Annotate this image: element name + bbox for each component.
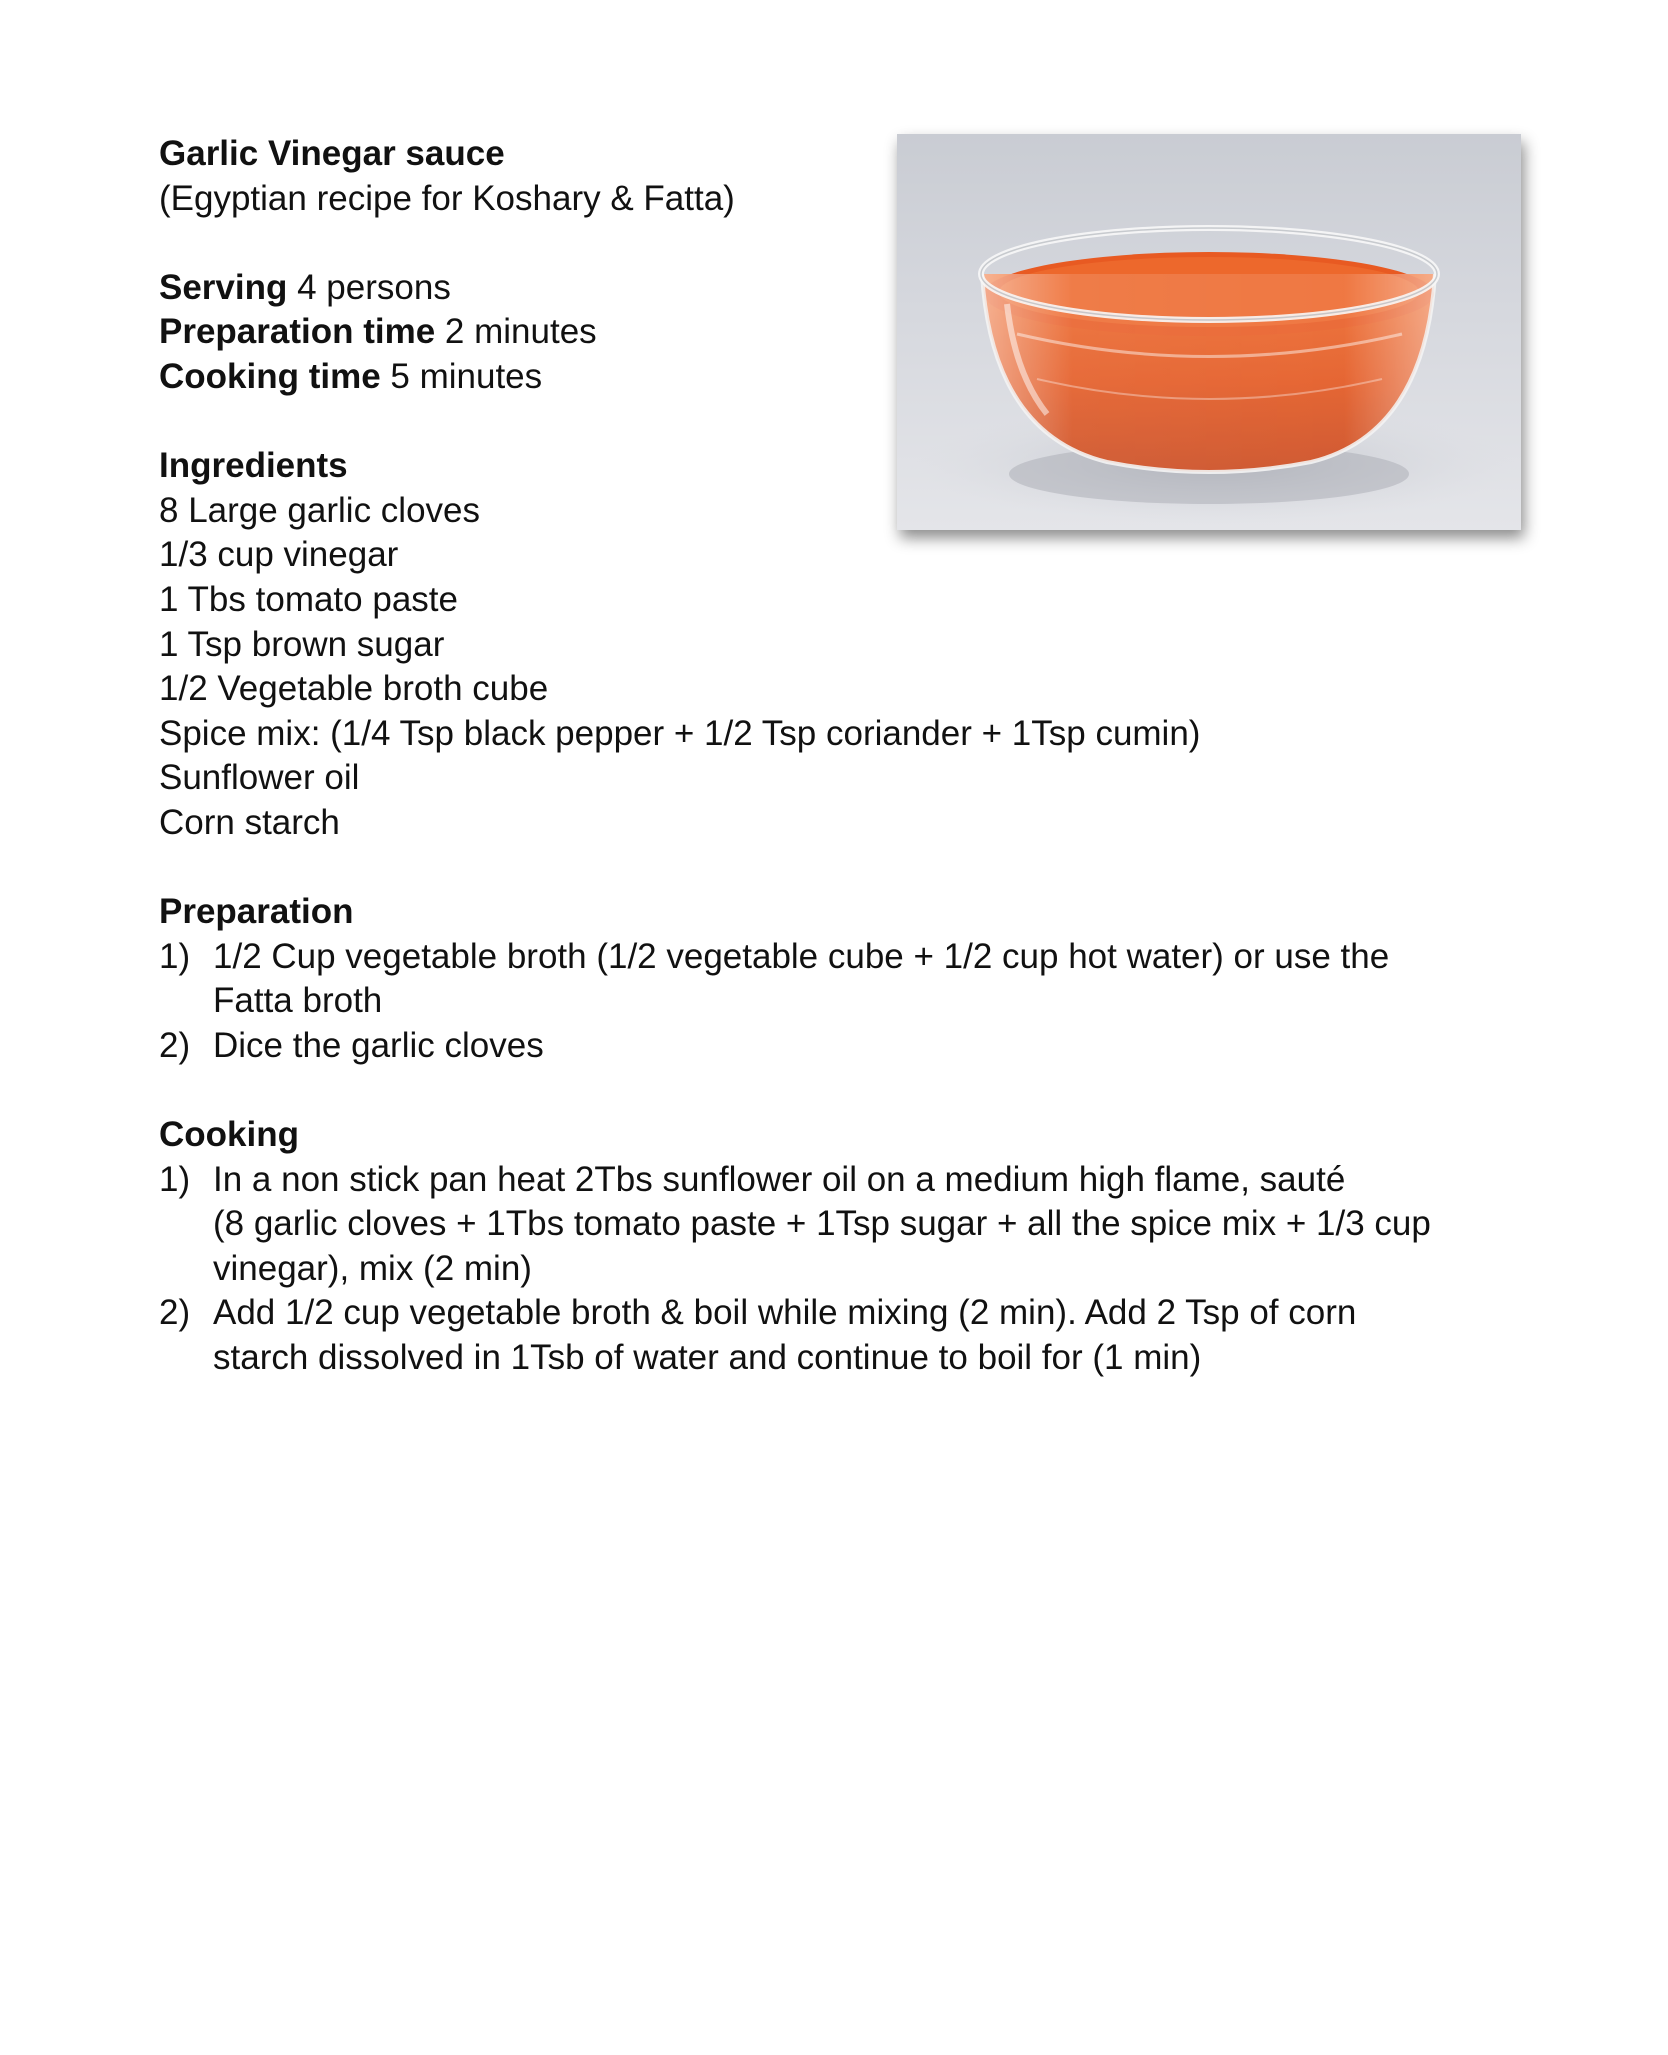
step-line: Add 1/2 cup vegetable broth & boil while mixing (2 min). Add 2 Tsp of corn <box>213 1293 1357 1333</box>
ingredients-list <box>159 489 1519 846</box>
sauce-bowl-photo <box>897 134 1521 530</box>
cooking-steps <box>159 1158 1519 1381</box>
ingredient-item: 1/3 cup vinegar <box>159 535 399 575</box>
cooking-step <box>159 1291 1519 1380</box>
step-line: (8 garlic cloves + 1Tbs tomato paste + 1Tsp sugar + all the spice mix + 1/3 cup <box>213 1204 1431 1244</box>
recipe-title: Garlic Vinegar sauce <box>159 134 505 173</box>
ingredient-item: 1/2 Vegetable broth cube <box>159 669 549 709</box>
serving-value: 4 persons <box>287 267 451 307</box>
step-line: vinegar), mix (2 min) <box>213 1248 532 1288</box>
ingredient-item: Spice mix: (1/4 Tsp black pepper + 1/2 Tsp coriander + 1Tsp cumin) <box>159 713 1201 753</box>
prep-time-value: 2 minutes <box>435 312 597 352</box>
cooking-heading: Cooking <box>159 1115 299 1155</box>
ingredients-heading: Ingredients <box>159 446 348 486</box>
step-line: starch dissolved in 1Tsb of water and continue to boil for (1 min) <box>213 1338 1202 1378</box>
preparation-steps <box>159 935 1519 1069</box>
recipe-subtitle: (Egyptian recipe for Koshary & Fatta) <box>159 178 735 218</box>
preparation-step <box>159 1024 1519 1069</box>
ingredient-item: 8 Large garlic cloves <box>159 490 480 530</box>
sauce-bowl-illustration <box>897 134 1521 530</box>
cooking-step <box>159 1158 1519 1292</box>
serving-label: Serving <box>159 267 288 307</box>
ingredient-item: 1 Tbs tomato paste <box>159 579 458 619</box>
prep-time-label: Preparation time <box>159 312 436 352</box>
step-line: 1/2 Cup vegetable broth (1/2 vegetable cube + 1/2 cup hot water) or use the <box>213 936 1390 976</box>
cook-time-value: 5 minutes <box>380 356 543 396</box>
cook-time-label: Cooking time <box>159 356 381 396</box>
preparation-heading: Preparation <box>159 892 354 932</box>
step-line: Fatta broth <box>213 981 383 1021</box>
ingredient-item: Corn starch <box>159 802 340 842</box>
ingredient-item: Sunflower oil <box>159 758 360 798</box>
ingredient-item: 1 Tsp brown sugar <box>159 624 445 664</box>
step-number: 1) <box>159 1159 191 1199</box>
step-number: 2) <box>159 1293 191 1333</box>
step-number: 2) <box>159 1025 191 1065</box>
step-number: 1) <box>159 936 191 976</box>
step-line: Dice the garlic cloves <box>213 1025 544 1065</box>
step-line: In a non stick pan heat 2Tbs sunflower oil on a medium high flame, sauté <box>213 1159 1346 1199</box>
preparation-step <box>159 935 1519 1024</box>
